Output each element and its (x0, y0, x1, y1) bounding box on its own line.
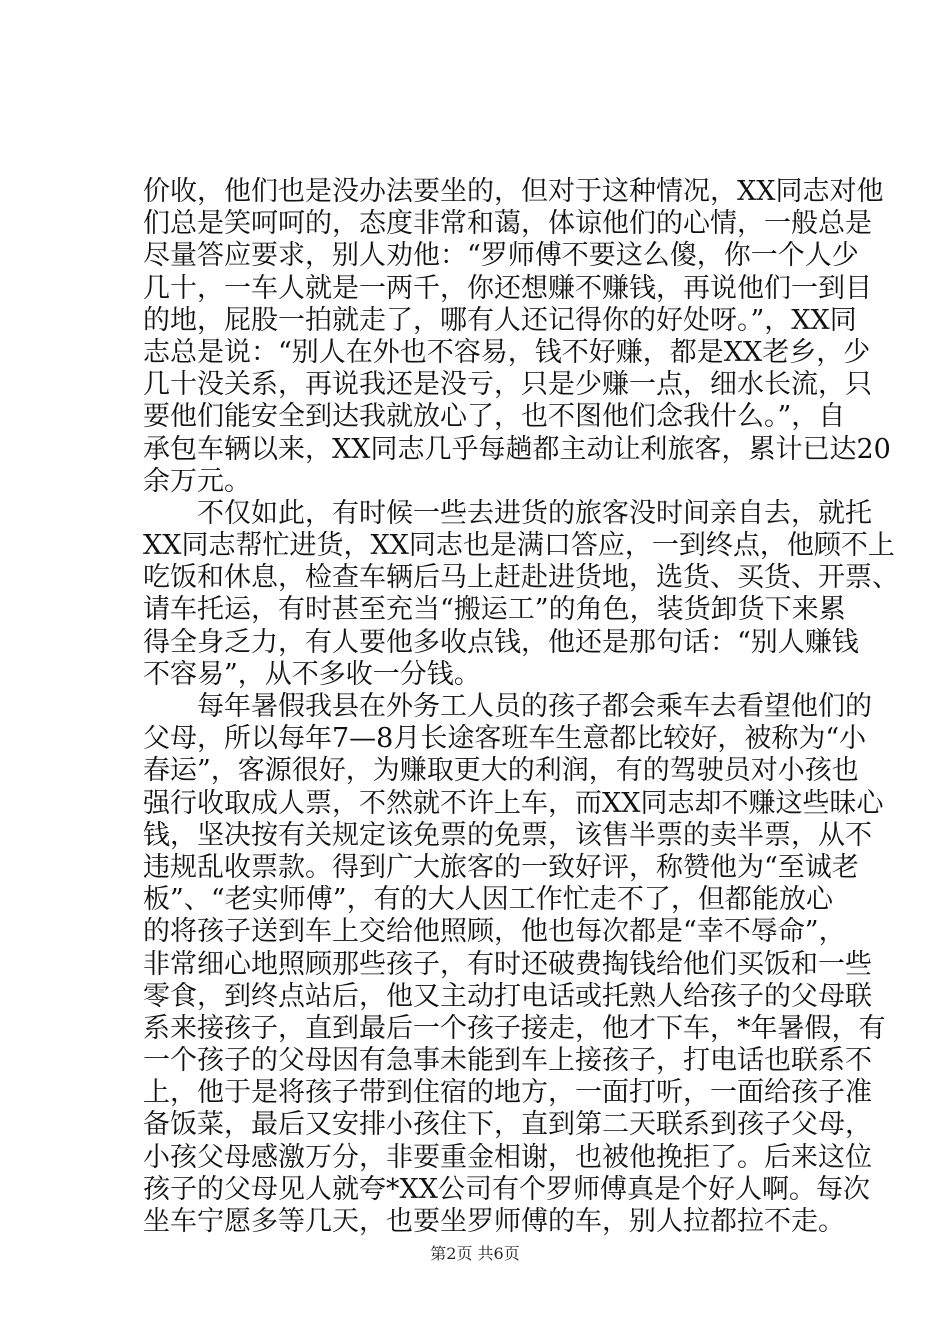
text-line: 违规乱收票款。得到广大旅客的一致好评，称赞他为“至诚老 (143, 851, 859, 883)
page-footer: 第2页 共6页 (430, 1244, 520, 1263)
text-line: 请车托运，有时甚至充当“搬运工”的角色，装货卸货下来累 (143, 594, 846, 626)
text-line: 备饭菜，最后又安排小孩住下，直到第二天联系到孩子父母， (143, 1109, 872, 1141)
text-line: 小孩父母感激万分，非要重金相谢，也被他挽拒了。后来这位 (143, 1141, 872, 1173)
text-line: 不容易”，从不多收一分钱。 (143, 658, 481, 690)
text-line: 尽量答应要求，别人劝他：“罗师傅不要这么傻，你一个人少 (143, 240, 859, 272)
text-line: 强行收取成人票，不然就不许上车，而XX同志却不赚这些昧心 (143, 787, 884, 819)
text-line: 钱，坚决按有关规定该免票的免票，该售半票的卖半票，从不 (143, 819, 872, 851)
text-line: 坐车宁愿多等几天，也要坐罗师傅的车，别人拉都拉不走。 (143, 1206, 845, 1237)
text-line: 父母，所以每年7—8月长途客班车生意都比较好，被称为“小 (143, 723, 867, 755)
text-line: 几十没关系，再说我还是没亏，只是少赚一点，细水长流，只 (143, 369, 872, 401)
text-line: 春运”，客源很好，为赚取更大的利润，有的驾驶员对小孩也 (143, 755, 859, 787)
text-line: 非常细心地照顾那些孩子，有时还破费掏钱给他们买饭和一些 (143, 948, 872, 980)
text-line: 的将孩子送到车上交给他照顾，他也每次都是“幸不辱命”， (143, 916, 846, 948)
text-line: 板”、“老实师傅”，有的大人因工作忙走不了，但都能放心 (143, 884, 833, 916)
text-line: 不仅如此，有时候一些去进货的旅客没时间亲自去，就托 (143, 497, 872, 529)
document-body (143, 176, 899, 1238)
text-line: 系来接孩子，直到最后一个孩子接走，他才下车，*年暑假，有 (143, 1012, 886, 1044)
text-line: 孩子的父母见人就夸*XX公司有个罗师傅真是个好人啊。每次 (143, 1173, 870, 1205)
text-line: 吃饭和休息，检查车辆后马上赶赴进货地，选货、买货、开票、 (143, 562, 899, 594)
text-line: XX同志帮忙进货，XX同志也是满口答应，一到终点，他顾不上 (143, 530, 895, 562)
text-line: 几十，一车人就是一两千，你还想赚不赚钱，再说他们一到目 (143, 272, 872, 304)
text-line: 的地，屁股一拍就走了，哪有人还记得你的好处呀。”，XX同 (143, 304, 857, 336)
text-line: 得全身乏力，有人要他多收点钱，他还是那句话：“别人赚钱 (143, 626, 859, 658)
text-line: 们总是笑呵呵的，态度非常和蔼，体谅他们的心情，一般总是 (143, 208, 872, 240)
text-line: 一个孩子的父母因有急事未能到车上接孩子，打电话也联系不 (143, 1045, 872, 1077)
text-line: 余万元。 (143, 465, 251, 497)
text-line: 志总是说：“别人在外也不容易，钱不好赚，都是XX老乡，少 (143, 336, 871, 368)
text-line: 零食，到终点站后，他又主动打电话或托熟人给孩子的父母联 (143, 980, 872, 1012)
text-line: 价收，他们也是没办法要坐的，但对于这种情况，XX同志对他 (143, 176, 884, 207)
text-line: 上，他于是将孩子带到住宿的地方，一面打听，一面给孩子准 (143, 1077, 872, 1109)
text-line: 每年暑假我县在外务工人员的孩子都会乘车去看望他们的 (143, 691, 872, 722)
text-line: 要他们能安全到达我就放心了，也不图他们念我什么。”，自 (143, 401, 846, 433)
text-line: 承包车辆以来，XX同志几乎每趟都主动让利旅客，累计已达20 (143, 433, 891, 465)
